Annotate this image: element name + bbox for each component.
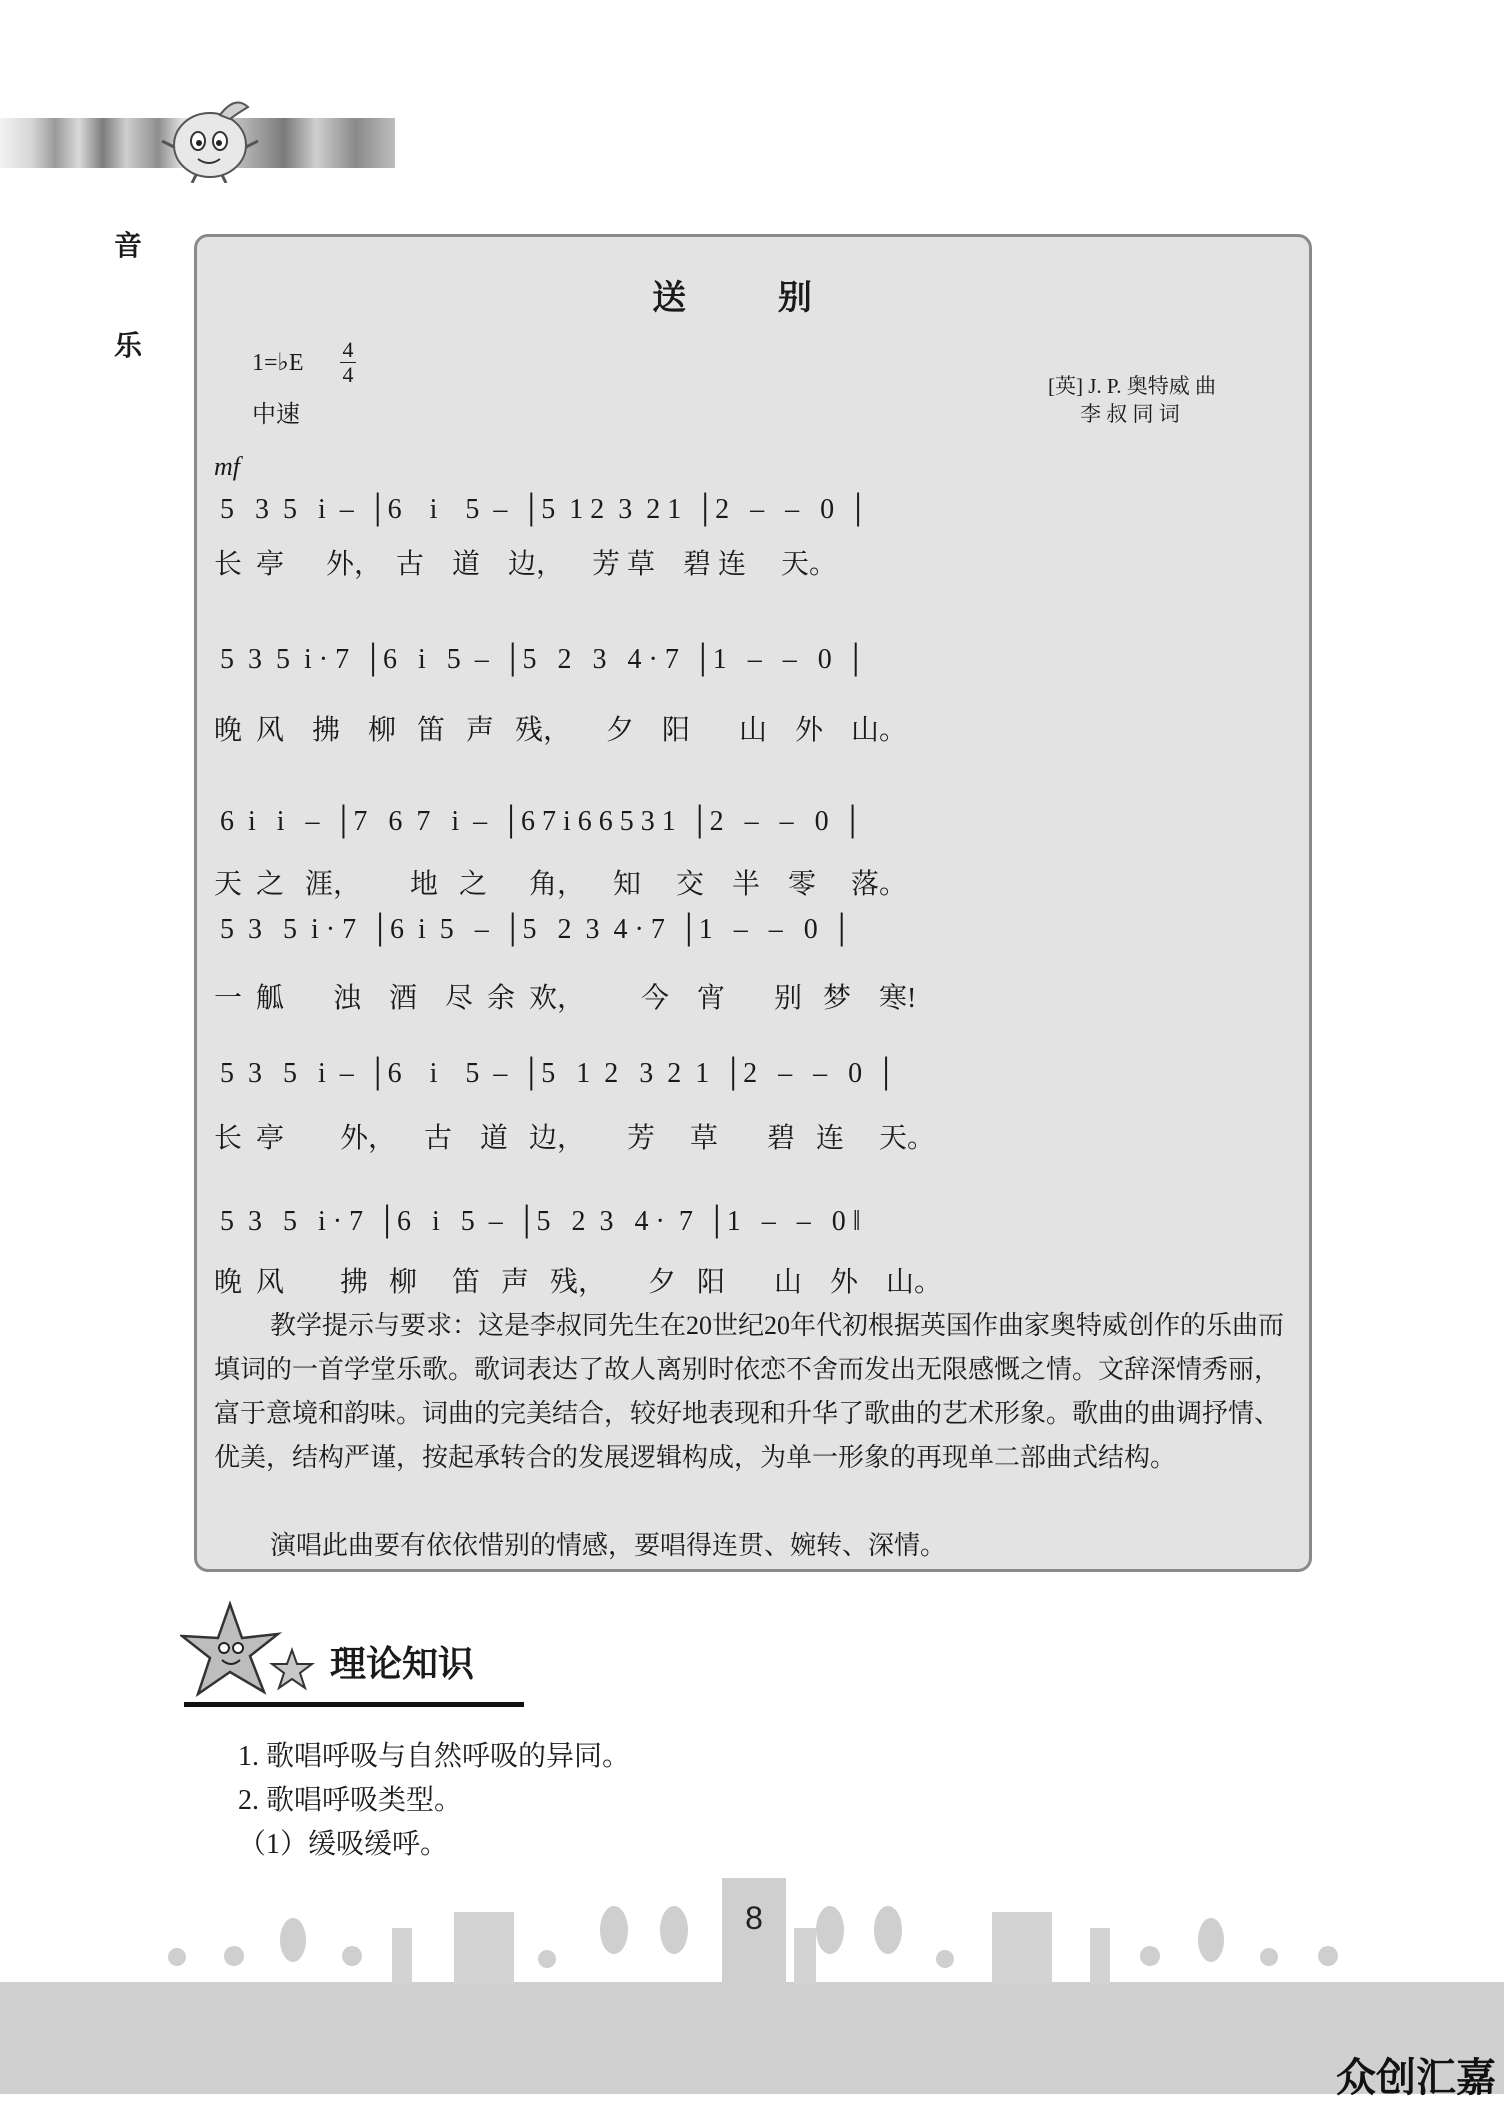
notes-row-4: 5 3 5 i · 7 │6 i 5 – │5 2 3 4 · 7 │1 – – 0 │ — [220, 914, 852, 945]
water-drop-mascot-icon — [160, 95, 260, 183]
teaching-paragraph-2: 演唱此曲要有依依惜别的情感，要唱得连贯、婉转、深情。 — [270, 1531, 947, 1560]
lyricist-credit: 李 叔 同 词 — [1080, 402, 1180, 426]
subject-label-char-1: 音 — [113, 231, 142, 262]
time-signature-bottom: 4 — [340, 362, 356, 387]
time-signature — [340, 338, 356, 387]
subject-label-char-2: 乐 — [113, 331, 142, 362]
lyrics-row-5: 长 亭 外， 古 道 边， 芳 草 碧 连 天。 — [214, 1123, 936, 1154]
key-signature: 1=♭E — [252, 350, 304, 376]
theory-item-3: （1）缓吸缓呼。 — [238, 1829, 449, 1860]
theory-item-2: 2. 歌唱呼吸类型。 — [238, 1785, 463, 1816]
section-underline — [184, 1702, 524, 1707]
tempo-marking: 中速 — [252, 402, 300, 428]
theory-section-title: 理论知识 — [330, 1644, 475, 1685]
lyrics-row-2: 晚 风 拂 柳 笛 声 残， 夕 阳 山 外 山。 — [214, 715, 908, 746]
time-signature-top: 4 — [342, 337, 354, 362]
notes-row-6: 5 3 5 i · 7 │6 i 5 – │5 2 3 4 · 7 │1 – – 0 ‖ — [220, 1206, 861, 1237]
notes-row-3: 6 i i – │7 6 7 i – │6 7 i 6 6 5 3 1 │2 – – 0 │ — [220, 806, 863, 837]
footer-ground-band — [0, 1982, 1504, 2094]
lyrics-row-1: 长 亭 外， 古 道 边， 芳 草 碧 连 天。 — [214, 549, 838, 580]
composer-credit: [英] J. P. 奥特威 曲 — [1048, 374, 1217, 398]
teaching-paragraph-1: 教学提示与要求：这是李叔同先生在20世纪20年代初根据英国作曲家奥特威创作的乐曲而填词的一首学堂乐歌。歌词表达了故人离别时依恋不舍而发出无限感慨之情。文辞深情秀丽，富于意境和韵味。词曲的完美结合，较好地表现和升华了歌曲的艺术形象。歌曲的曲调抒情、优美，结构严谨，按起承转合的发展逻辑构成，为单一形象的再现单二部曲式结构。 — [214, 1311, 1285, 1472]
theory-item-1: 1. 歌唱呼吸与自然呼吸的异同。 — [238, 1741, 631, 1772]
page-number: 8 — [722, 1878, 786, 1982]
starfish-mascot-icon — [180, 1600, 320, 1704]
watermark-logo: 众创汇嘉 — [1336, 2055, 1496, 2101]
lyrics-row-3: 天 之 涯， 地 之 角， 知 交 半 零 落。 — [214, 869, 908, 900]
song-title: 送 别 — [652, 278, 852, 318]
lyrics-row-4: 一 觚 浊 酒 尽 余 欢， 今 宵 别 梦 寒! — [214, 983, 917, 1014]
notes-row-5: 5 3 5 i – │6 i 5 – │5 1 2 3 2 1 │2 – – 0 │ — [220, 1058, 896, 1089]
dynamic-marking: mf — [214, 452, 240, 481]
notes-row-1: 5 3 5 i – │6 i 5 – │5 1 2 3 2 1 │2 – – 0 │ — [220, 494, 868, 525]
lyrics-row-6: 晚 风 拂 柳 笛 声 残， 夕 阳 山 外 山。 — [214, 1267, 943, 1298]
notes-row-2: 5 3 5 i · 7 │6 i 5 – │5 2 3 4 · 7 │1 – – 0 │ — [220, 644, 866, 675]
